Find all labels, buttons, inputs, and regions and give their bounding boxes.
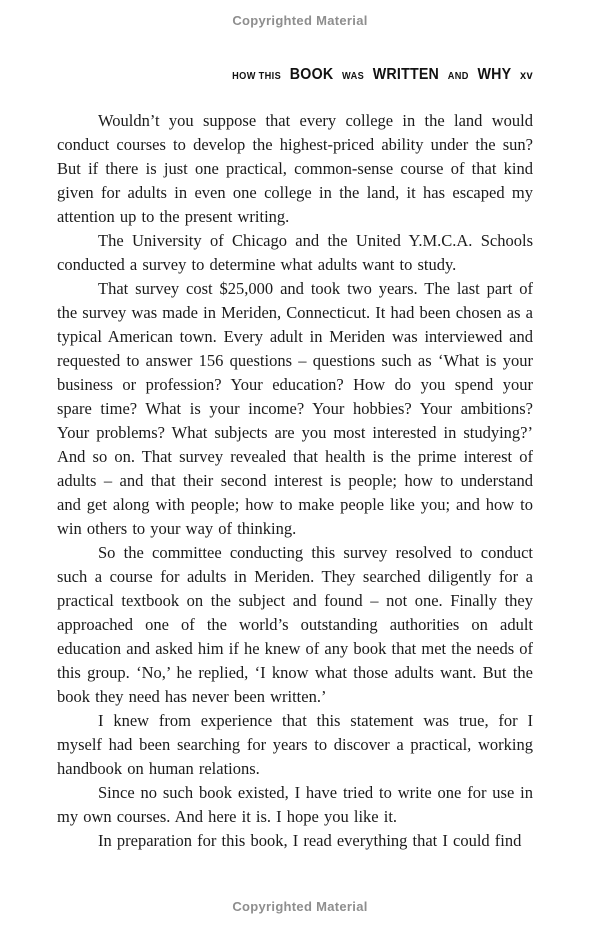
running-head-large-1: BOOK: [289, 66, 334, 83]
paragraph: I knew from experience that this statement was true, for I myself had been searching for years to discover a practical, working handbook on human relations.: [57, 711, 533, 778]
body-text: [57, 109, 533, 853]
running-head-small-2: WAS: [342, 71, 365, 82]
paragraph: So the committee conducting this survey resolved to conduct such a course for adults in Meriden. They searched diligently for a practical textbook on the subject and found – not one. Finally they approached one of the world’s outstanding authorities on adult education and asked him if he knew of any book that met the needs of this group. ‘No,’ he replied, ‘I know what those adults want. But the book they need has never been written.’: [57, 543, 533, 706]
running-head-large-3: WHY: [477, 66, 512, 83]
copyright-notice-top: Copyrighted Material: [232, 13, 368, 28]
copyright-notice-bottom: Copyrighted Material: [232, 899, 368, 914]
paragraph: Since no such book existed, I have tried to write one for use in my own courses. And here it is. I hope you like it.: [57, 783, 533, 826]
paragraph: That survey cost $25,000 and took two years. The last part of the survey was made in Meriden, Connecticut. It had been chosen as a typical American town. Every adult in Meriden was interviewed and requested to answer 156 questions – questions such as ‘What is your business or profession? Your education? How do you spend your spare time? What is your income? Your hobbies? Your ambitions? Your problems? What subjects are you most interested in studying?’ And so on. That survey revealed that health is the prime interest of adults – and that their second interest is people; how to understand and get along with people; how to make people like you; and how to win others to your way of thinking.: [57, 279, 533, 538]
running-head-small-3: AND: [447, 71, 469, 82]
running-head: [232, 66, 533, 84]
paragraph: Wouldn’t you suppose that every college in the land would conduct courses to develop the highest-priced ability under the sun? But if there is just one practical, common-sense course of that kind given for adults in even one college in the land, it has escaped my attention up to the present writing.: [57, 111, 533, 226]
paragraph: The University of Chicago and the United Y.M.C.A. Schools conducted a survey to determine what adults want to study.: [57, 231, 533, 274]
running-head-large-2: WRITTEN: [372, 66, 440, 83]
page-number: xv: [519, 68, 533, 82]
running-head-small-1: HOW THIS: [232, 71, 282, 82]
paragraph: In preparation for this book, I read everything that I could find: [98, 831, 522, 850]
